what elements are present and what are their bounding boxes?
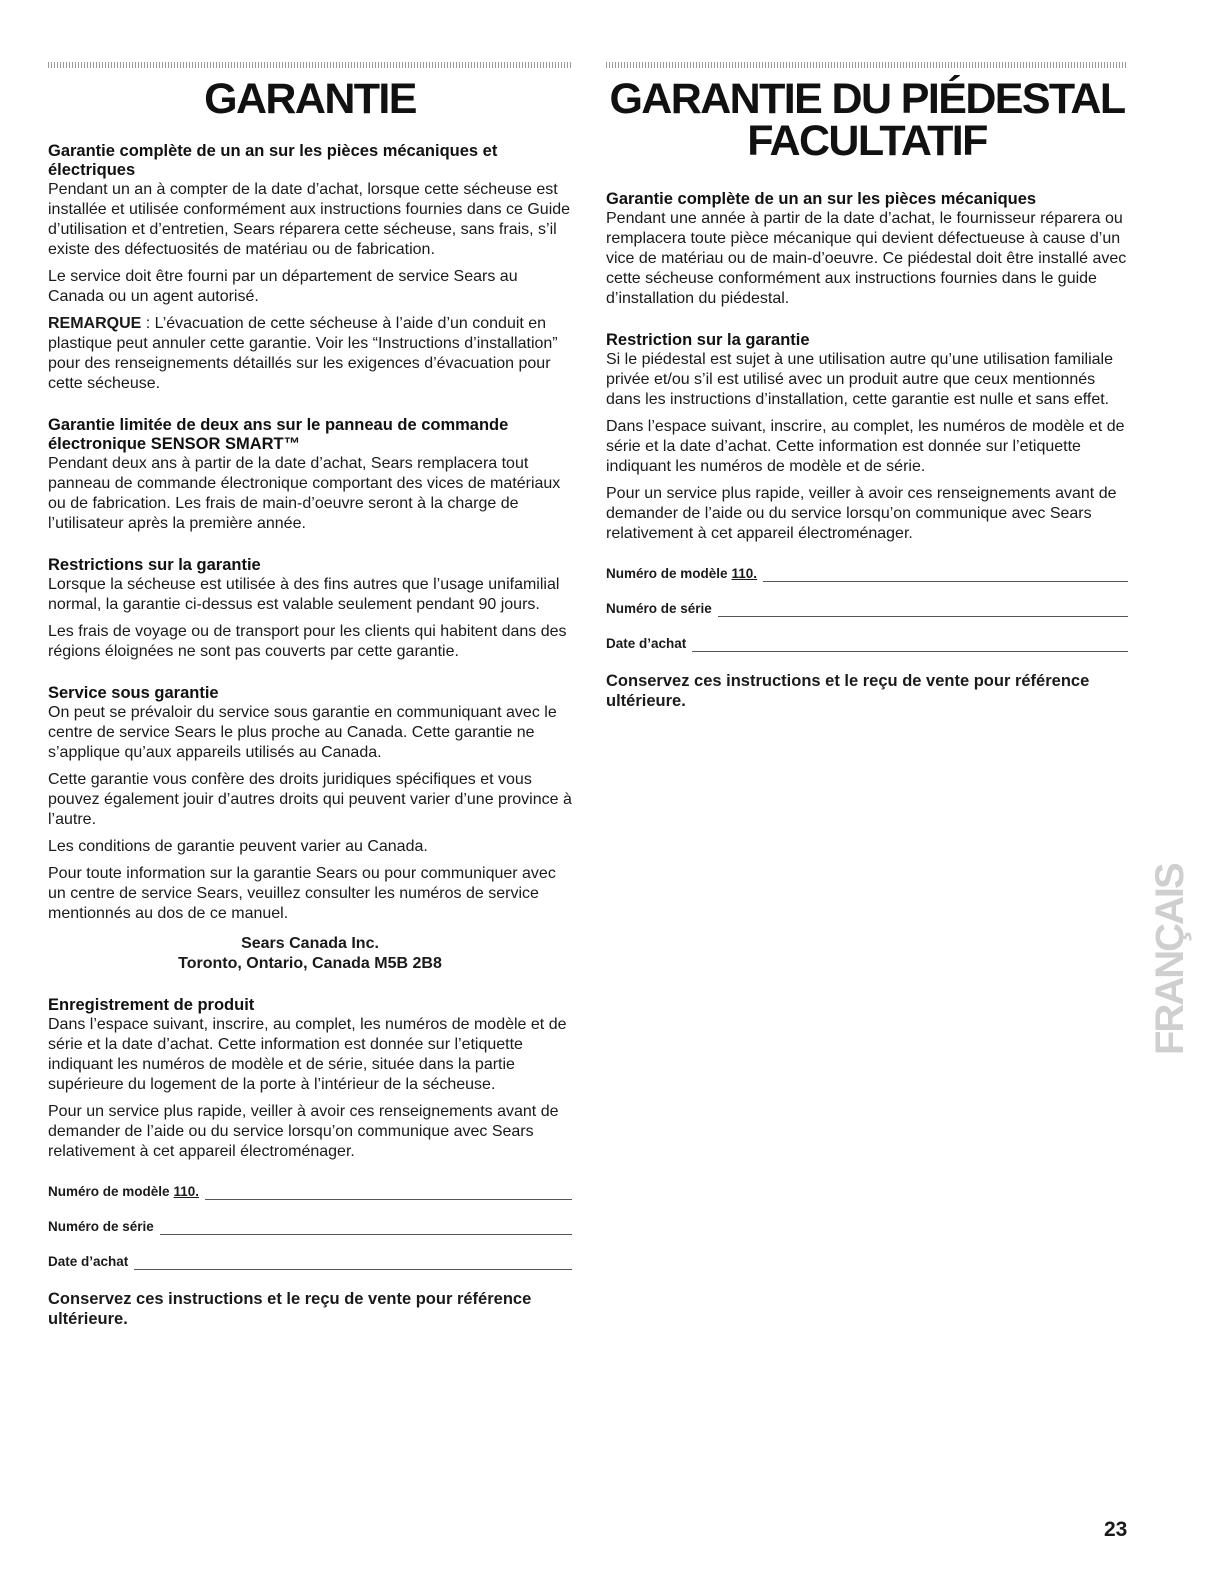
- note-label: REMARQUE: [48, 315, 142, 332]
- paragraph: Pour un service plus rapide, veiller à avoir ces renseignements avant de demander de l’aide ou du service lorsqu’on communique avec Sears relativement à cet appareil électroménager.: [48, 1103, 559, 1160]
- section-heading: Restrictions sur la garantie: [48, 556, 261, 574]
- paragraph: Le service doit être fourni par un département de service Sears au Canada ou un agent autorisé.: [48, 268, 518, 305]
- section-heading: Enregistrement de produit: [48, 996, 255, 1014]
- paragraph: Pendant deux ans à partir de la date d’achat, Sears remplacera tout panneau de commande électronique comportant des vices de matériaux ou de fabrication. Les frais de main-d’oeuvre seront à la charge de l’utilisateur après la première année.: [48, 455, 561, 532]
- field-label: Numéro de modèle: [606, 566, 728, 581]
- field-label: Numéro de série: [606, 601, 712, 616]
- fill-in-line: [160, 1222, 572, 1235]
- field-label: Date d’achat: [606, 636, 687, 651]
- pedestal-full-warranty-section: [606, 190, 1128, 309]
- fill-in-line: [692, 639, 1128, 652]
- title-line: GARANTIE DU PIÉDESTAL: [609, 75, 1125, 123]
- paragraph: Dans l’espace suivant, inscrire, au complet, les numéros de modèle et de série et la date d’achat. Cette information est donnée sur l’etiquette indiquant les numéros de modèle et de série.: [606, 418, 1125, 475]
- paragraph: Pendant un an à compter de la date d’achat, lorsque cette sécheuse est installée et utilisée conformément aux instructions fournies dans ce Guide d’utilisation et d’entretien, Sears réparera cette sécheuse, sans frais, s’il existe des défectuosités de matériau ou de fabrication.: [48, 181, 571, 258]
- paragraph: Les frais de voyage ou de transport pour les clients qui habitent dans des régions éloignées ne sont pas couverts par cette garantie.: [48, 623, 567, 660]
- field-label: Date d’achat: [48, 1254, 129, 1269]
- serial-number-field: [48, 1219, 572, 1235]
- note-text: : L’évacuation de cette sécheuse à l’aide d’un conduit en plastique peut annuler cette garantie. Voir les “Instructions d’installation” pour des renseignements détaillés sur les exigences d’évacuation pour cette sécheuse.: [48, 315, 558, 392]
- page-title: GARANTIE: [204, 75, 416, 123]
- paragraph: Dans l’espace suivant, inscrire, au complet, les numéros de modèle et de série et la date d’achat. Cette information est donnée sur l’etiquette indiquant les numéros de modèle et de série, située dans la partie supérieure du logement de la porte à l’intérieur de la sécheuse.: [48, 1016, 567, 1093]
- fill-in-line: [718, 604, 1128, 617]
- right-column: [606, 62, 1128, 711]
- field-label: Numéro de modèle: [48, 1184, 170, 1199]
- left-column: [48, 62, 572, 1329]
- limited-warranty-section: [48, 416, 572, 534]
- paragraph: On peut se prévaloir du service sous garantie en communiquant avec le centre de service Sears le plus proche au Canada. Cette garantie ne s’applique qu’aux appareils utilisés au Canada.: [48, 704, 557, 761]
- paragraph: Les conditions de garantie peuvent varier au Canada.: [48, 838, 428, 855]
- restrictions-section: [48, 556, 572, 662]
- model-prefix: 110.: [731, 566, 758, 581]
- section-heading: Garantie complète de un an sur les pièces mécaniques: [606, 190, 1037, 208]
- keep-instructions-note: Conservez ces instructions et le reçu de vente pour référence ultérieure.: [606, 672, 1090, 710]
- address-line: Toronto, Ontario, Canada M5B 2B8: [178, 955, 442, 972]
- paragraph: Cette garantie vous confère des droits juridiques spécifiques et vous pouvez également jouir d’autres droits qui peuvent varier d’une province à l’autre.: [48, 771, 572, 828]
- keep-instructions-note: Conservez ces instructions et le reçu de vente pour référence ultérieure.: [48, 1290, 532, 1328]
- section-heading: Garantie limitée de deux ans sur le panneau de commande électronique SENSOR SMART™: [48, 416, 509, 453]
- serial-number-field: [606, 601, 1128, 617]
- paragraph: Si le piédestal est sujet à une utilisation autre qu’une utilisation familiale privée et/ou s’il est utilisé avec un produit autre que ceux mentionnés dans les instructions d’installation, cette garantie est nulle et sans effet.: [606, 351, 1113, 408]
- address-line: Sears Canada Inc.: [241, 935, 379, 952]
- paragraph: Pour toute information sur la garantie Sears ou pour communiquer avec un centre de service Sears, veuillez consulter les numéros de service mentionnés au dos de ce manuel.: [48, 865, 556, 922]
- title-line: FACULTATIF: [747, 117, 987, 165]
- product-registration-section: [48, 996, 572, 1162]
- section-heading: Service sous garantie: [48, 684, 219, 702]
- full-warranty-section: [48, 142, 572, 394]
- purchase-date-field: [48, 1254, 572, 1270]
- language-side-label: FRANÇAIS: [1148, 864, 1192, 1056]
- fill-in-line: [134, 1257, 572, 1270]
- top-divider: [48, 62, 572, 68]
- top-divider: [606, 62, 1128, 68]
- pedestal-restriction-section: [606, 331, 1128, 544]
- fill-in-line: [205, 1187, 572, 1200]
- model-number-field: [48, 1184, 572, 1200]
- page-number: 23: [1104, 1518, 1128, 1541]
- section-heading: Garantie complète de un an sur les pièces mécaniques et électriques: [48, 142, 498, 179]
- pedestal-title: [606, 75, 1128, 165]
- field-label: Numéro de série: [48, 1219, 154, 1234]
- paragraph: Lorsque la sécheuse est utilisée à des fins autres que l’usage unifamilial normal, la garantie ci-dessus est valable seulement pendant 90 jours.: [48, 576, 560, 613]
- model-prefix: 110.: [173, 1184, 200, 1199]
- model-number-field: [606, 566, 1128, 582]
- fill-in-line: [763, 569, 1128, 582]
- warranty-service-section: [48, 684, 572, 974]
- company-address: [48, 934, 572, 974]
- paragraph: Pendant une année à partir de la date d’achat, le fournisseur réparera ou remplacera toute pièce mécanique qui devient défectueuse à cause d’un vice de matériau ou de main-d’oeuvre. Ce piédestal doit être installé avec cette sécheuse conformément aux instructions fournies dans le guide d’installation du piédestal.: [606, 210, 1127, 307]
- paragraph: Pour un service plus rapide, veiller à avoir ces renseignements avant de demander de l’aide ou du service lorsqu’on communique avec Sears relativement à cet appareil électroménager.: [606, 485, 1117, 542]
- section-heading: Restriction sur la garantie: [606, 331, 810, 349]
- note-paragraph: [48, 314, 572, 394]
- purchase-date-field: [606, 636, 1128, 652]
